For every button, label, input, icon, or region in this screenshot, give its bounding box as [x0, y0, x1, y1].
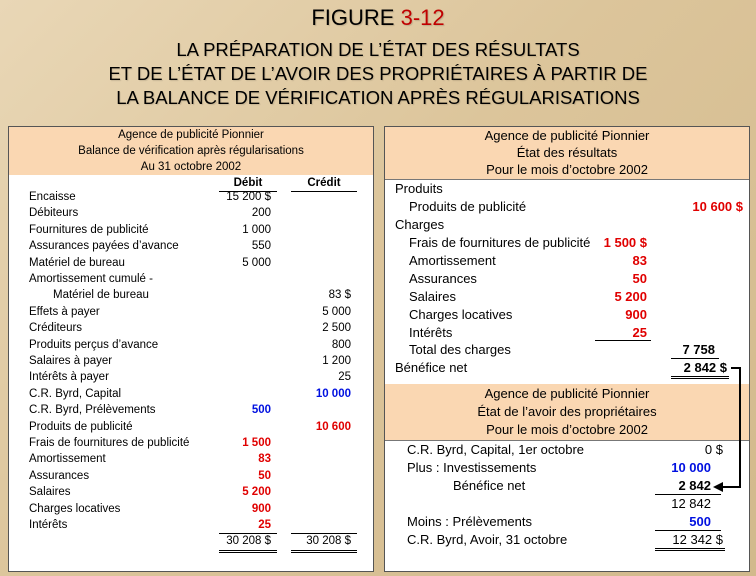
account-label: C.R. Byrd, Prélèvements: [29, 404, 156, 416]
account-label: Encaisse: [29, 191, 76, 203]
expense-label: Amortissement: [409, 253, 496, 268]
account-label: Débiteurs: [29, 207, 79, 219]
company-name: Agence de publicité Pionnier: [484, 386, 650, 401]
expense-label: Frais de fournitures de publicité: [409, 235, 591, 250]
debit-amount: 550: [251, 240, 271, 252]
debit-column-header: Débit: [233, 177, 263, 189]
credit-amount: 1 200: [322, 355, 351, 367]
capital-opening-label: C.R. Byrd, Capital, 1er octobre: [407, 442, 585, 457]
net-income-amount: 2 842 $: [683, 360, 727, 375]
debit-amount: 5 200: [242, 486, 271, 498]
subtitle-line: LA PRÉPARATION DE L’ÉTAT DES RÉSULTATS: [176, 39, 580, 60]
debit-amount: 5 000: [242, 257, 271, 269]
debit-amount: 50: [258, 470, 271, 482]
income-statement-header: [385, 127, 749, 179]
credit-amount: 83 $: [328, 289, 351, 301]
account-label: Intérêts à payer: [29, 371, 109, 383]
account-label: Assurances payées d’avance: [29, 240, 179, 252]
credit-amount: 5 000: [322, 306, 351, 318]
account-label: Salaires: [29, 486, 71, 498]
credit-amount: 2 500: [322, 322, 351, 334]
company-name: Agence de publicité Pionnier: [484, 128, 650, 143]
subtotal-amount: 12 842: [671, 496, 711, 511]
statement-date: Au 31 octobre 2002: [140, 161, 242, 173]
debit-amount: 200: [251, 207, 271, 219]
credit-amount: 10 600: [315, 421, 351, 433]
statement-title: État des résultats: [516, 145, 618, 160]
account-label: Matériel de bureau: [29, 257, 125, 269]
account-label: Créditeurs: [29, 322, 83, 334]
credit-column-header: Crédit: [307, 177, 341, 189]
account-label: Salaires à payer: [29, 355, 113, 367]
expense-amount: 900: [625, 307, 647, 322]
owners-equity-header: [385, 384, 749, 440]
net-income-eq-label: Bénéfice net: [453, 478, 526, 493]
debit-amount: 83: [258, 453, 271, 465]
figure-subtitle: [10, 38, 746, 110]
ending-equity-label: C.R. Byrd, Avoir, 31 octobre: [407, 532, 568, 547]
withdrawals-label: Moins : Prélèvements: [407, 514, 532, 529]
account-label: Assurances: [29, 470, 90, 482]
trial-balance-header: [9, 127, 373, 175]
account-label: Intérêts: [29, 519, 68, 531]
statements-panel: [384, 126, 750, 572]
statement-date: Pour le mois d’octobre 2002: [486, 422, 648, 437]
ending-equity-amount: 12 342 $: [672, 532, 723, 547]
investments-label: Plus : Investissements: [407, 460, 537, 475]
account-label: C.R. Byrd, Capital: [29, 388, 122, 400]
figure-label: FIGURE: [311, 5, 395, 30]
account-label: Produits de publicité: [29, 421, 133, 433]
debit-amount: 1 000: [242, 224, 271, 236]
arrow-head-icon: [713, 481, 725, 493]
company-name: Agence de publicité Pionnier: [118, 129, 264, 141]
account-label: Amortissement: [29, 453, 106, 465]
subtitle-line: LA BALANCE DE VÉRIFICATION APRÈS RÉGULARISATIONS: [116, 87, 640, 108]
total-debit: 30 208 $: [226, 535, 271, 547]
account-label: Effets à payer: [29, 306, 100, 318]
figure-number: 3-12: [400, 5, 445, 30]
subtitle-line: ET DE L’ÉTAT DE L’AVOIR DES PROPRIÉTAIRES À PARTIR DE: [108, 63, 648, 84]
produits-amount: 10 600 $: [692, 199, 743, 214]
produits-label: Produits: [395, 181, 443, 196]
credit-amount: 25: [338, 371, 351, 383]
statement-date: Pour le mois d’octobre 2002: [486, 162, 648, 177]
total-charges-amount: 7 758: [682, 342, 715, 357]
charges-label: Charges: [395, 217, 445, 232]
capital-opening-amount: 0 $: [704, 442, 723, 457]
account-label: Fournitures de publicité: [29, 224, 149, 236]
expense-amount: 5 200: [614, 289, 647, 304]
statement-title: État de l’avoir des propriétaires: [477, 404, 657, 419]
debit-amount: 15 200 $: [226, 191, 271, 203]
net-income-eq-amount: 2 842: [678, 478, 711, 493]
trial-balance-panel: [8, 126, 374, 572]
credit-amount: 800: [331, 339, 351, 351]
produits-item: Produits de publicité: [409, 199, 527, 214]
account-label: Amortissement cumulé -: [29, 273, 153, 285]
debit-amount: 1 500: [242, 437, 271, 449]
total-charges-label: Total des charges: [409, 342, 511, 357]
expense-amount: 50: [632, 271, 647, 286]
debit-amount: 500: [251, 404, 271, 416]
statement-title: Balance de vérification après régularisations: [78, 145, 304, 157]
total-credit: 30 208 $: [306, 535, 351, 547]
investments-amount: 10 000: [671, 460, 711, 475]
expense-label: Intérêts: [409, 325, 453, 340]
credit-amount: 10 000: [315, 388, 351, 400]
expense-label: Charges locatives: [409, 307, 513, 322]
account-label: Charges locatives: [29, 503, 121, 515]
figure-title: [0, 4, 756, 32]
expense-amount: 83: [632, 253, 647, 268]
expense-label: Salaires: [409, 289, 456, 304]
expense-amount: 1 500 $: [603, 235, 647, 250]
debit-amount: 900: [251, 503, 271, 515]
arrow-connector: [739, 367, 741, 488]
expense-amount: 25: [632, 325, 647, 340]
account-label: Frais de fournitures de publicité: [29, 437, 190, 449]
account-label: Matériel de bureau: [53, 289, 149, 301]
net-income-label: Bénéfice net: [395, 360, 468, 375]
withdrawals-amount: 500: [689, 514, 711, 529]
expense-label: Assurances: [409, 271, 477, 286]
account-label: Produits perçus d’avance: [29, 339, 159, 351]
debit-amount: 25: [258, 519, 271, 531]
